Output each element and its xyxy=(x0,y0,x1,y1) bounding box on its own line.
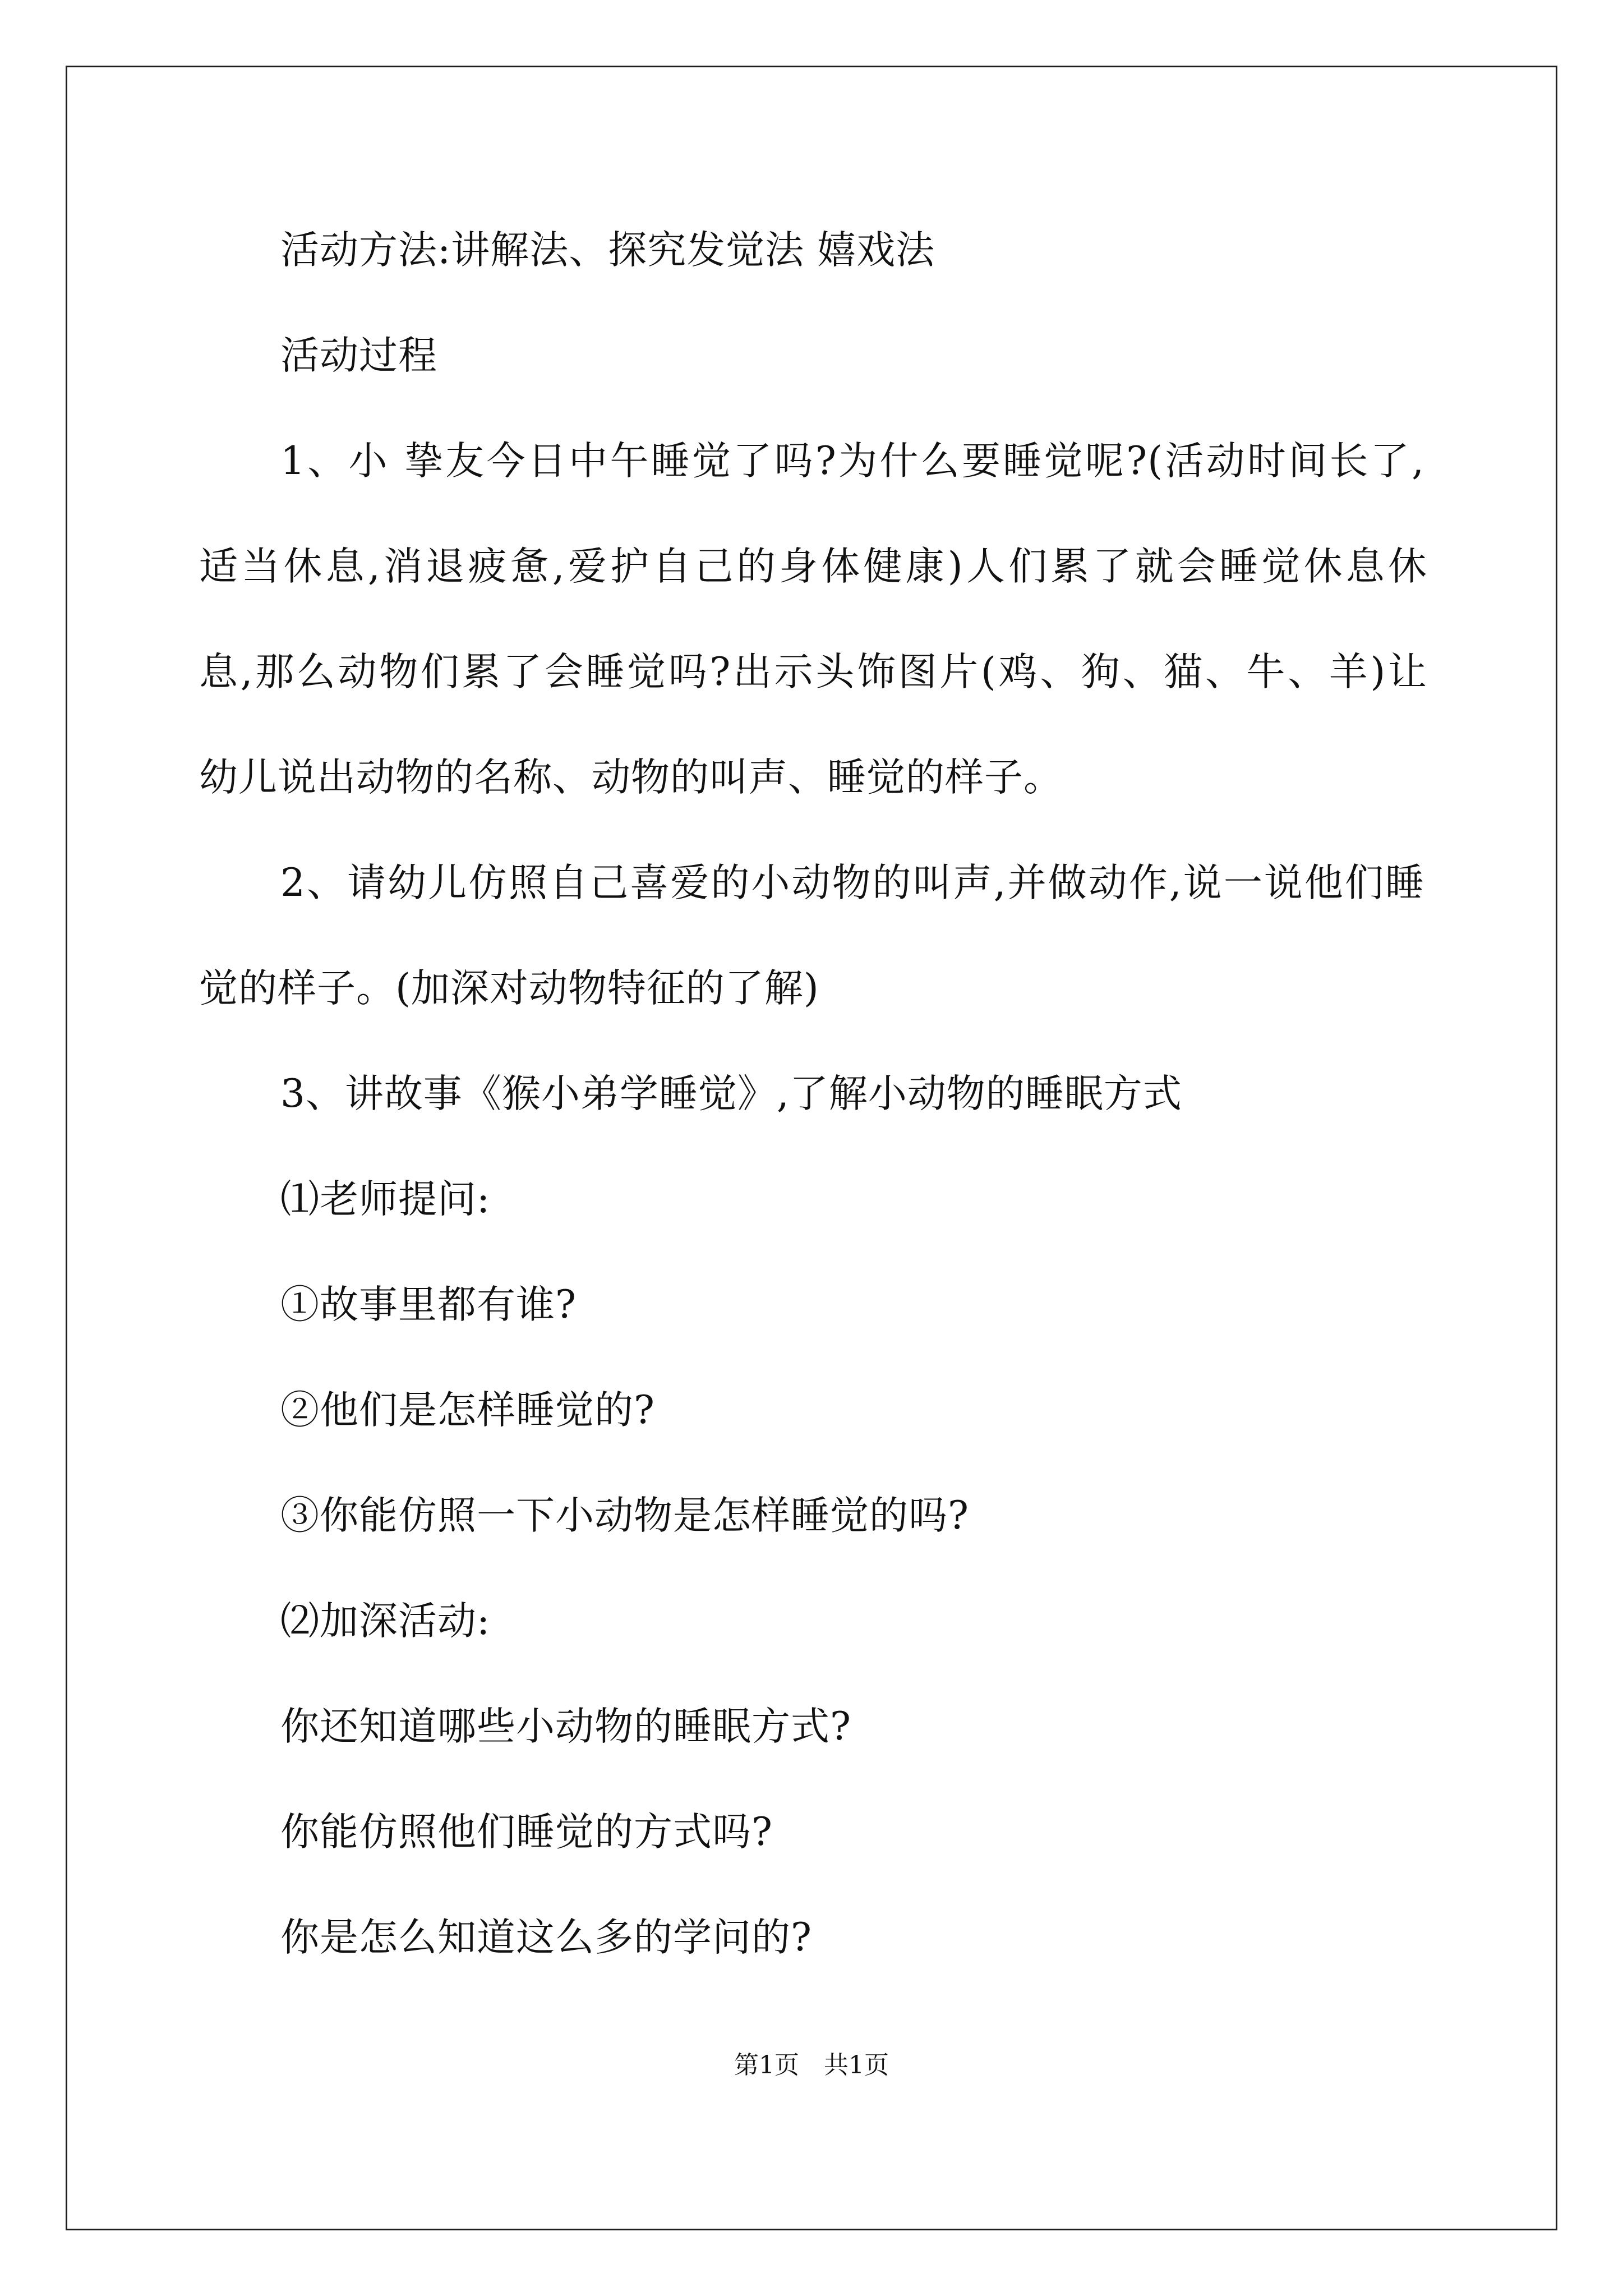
text-line-step1-c: 息,那么动物们累了会睡觉吗?出示头饰图片(鸡、狗、猫、牛、羊)让 xyxy=(199,650,1427,694)
text-line-question-1: ①故事里都有谁? xyxy=(280,1282,577,1327)
text-line-extend-activity: ⑵加深活动: xyxy=(280,1599,491,1644)
text-line-question-2: ②他们是怎样睡觉的? xyxy=(280,1388,655,1433)
text-line-activity-method: 活动方法:讲解法、探究发觉法 嬉戏法 xyxy=(280,228,935,273)
text-line-activity-process: 活动过程 xyxy=(280,333,437,378)
text-line-step3: 3、讲故事《猴小弟学睡觉》,了解小动物的睡眠方式 xyxy=(280,1071,1182,1116)
text-line-teacher-question: ⑴老师提问: xyxy=(280,1177,491,1222)
text-line-step1-a: 1、小 挚友今日中午睡觉了吗?为什么要睡觉呢?(活动时间长了, xyxy=(280,439,1424,484)
text-line-step2-b: 觉的样子。(加深对动物特征的了解) xyxy=(199,966,819,1011)
page-number-footer: 第1页 共1页 xyxy=(734,2051,889,2079)
text-line-step1-b: 适当休息,消退疲惫,爱护自己的身体健康)人们累了就会睡觉休息休 xyxy=(199,544,1427,589)
page-border xyxy=(66,66,1557,2230)
text-line-extend-1: 你还知道哪些小动物的睡眠方式? xyxy=(280,1704,851,1749)
text-line-step1-d: 幼儿说出动物的名称、动物的叫声、睡觉的样子。 xyxy=(199,755,1063,800)
text-line-step2-a: 2、请幼儿仿照自己喜爱的小动物的叫声,并做动作,说一说他们睡 xyxy=(280,861,1424,905)
text-line-extend-2: 你能仿照他们睡觉的方式吗? xyxy=(280,1810,773,1855)
text-line-extend-3: 你是怎么知道这么多的学问的? xyxy=(280,1915,812,1960)
text-line-question-3: ③你能仿照一下小动物是怎样睡觉的吗? xyxy=(280,1493,969,1538)
